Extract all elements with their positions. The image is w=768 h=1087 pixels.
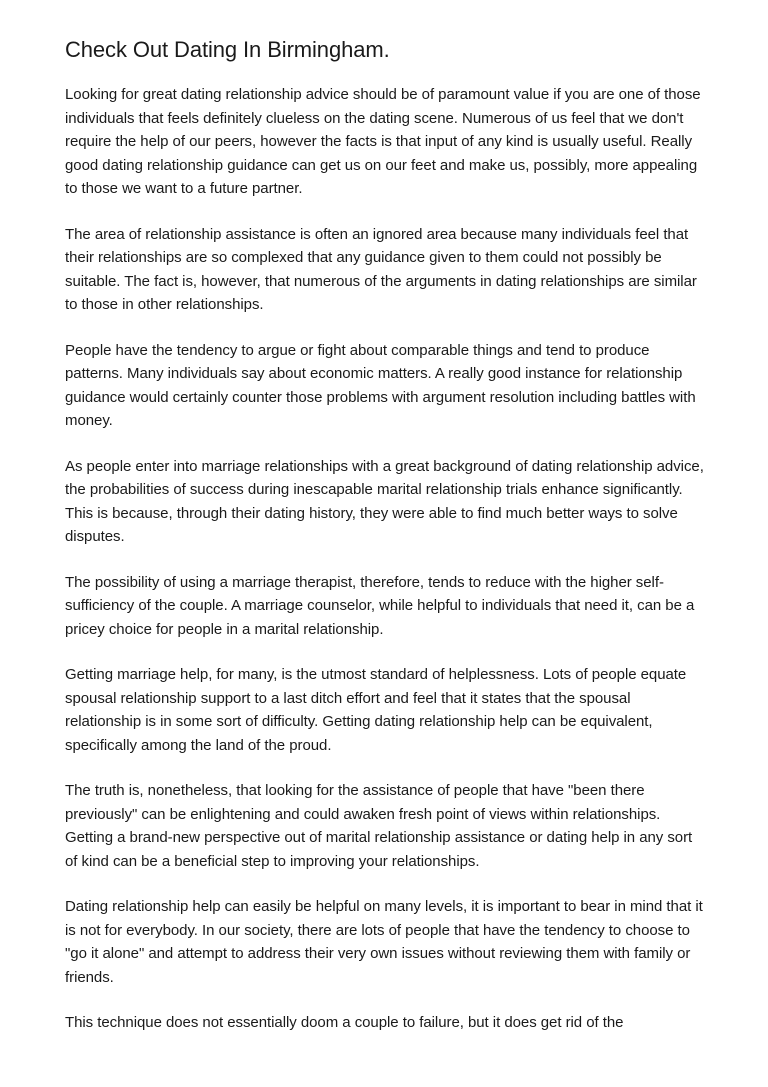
paragraph-9: This technique does not essentially doom a couple to failure, but it does get rid of the xyxy=(65,1014,624,1031)
paragraph-2: The area of relationship assistance is often an ignored area because many individuals feel that their relationships are so complexed that any guidance given to them could not possibly be suitable. The fact is, however, that numerous of the arguments in dating relationships are similar to those in other relationships. xyxy=(65,225,697,313)
paragraph-6: Getting marriage help, for many, is the utmost standard of helplessness. Lots of people equate spousal relationship support to a last ditch effort and feel that it states that the spousal relationship is in some sort of difficulty. Getting dating relationship help can be equivalent, specifically among the land of the proud. xyxy=(65,666,687,754)
paragraph-3: People have the tendency to argue or fight about comparable things and tend to produce patterns. Many individuals say about economic matters. A really good instance for relationship guidance would certainly counter those problems with argument resolution including battles with money. xyxy=(65,341,696,429)
paragraph-1: Looking for great dating relationship advice should be of paramount value if you are one of those individuals that feels definitely clueless on the dating scene. Numerous of us feel that we don't require the help of our peers, however the facts is that input of any kind is usually useful. Really good dating relationship guidance can get us on our feet and make us, possibly, more appealing to those we want to a future partner. xyxy=(65,86,701,197)
paragraph-5: The possibility of using a marriage therapist, therefore, tends to reduce with the higher self-sufficiency of the couple. A marriage counselor, while helpful to individuals that need it, can be a pricey choice for people in a marital relationship. xyxy=(65,573,695,638)
page-title: Check Out Dating In Birmingham. xyxy=(65,37,390,62)
document-page xyxy=(65,36,705,1035)
paragraph-4: As people enter into marriage relationships with a great background of dating relationship advice, the probabilities of success during inescapable marital relationship trials enhance significantly. This is because, through their dating history, they were able to find much better ways to solve disputes. xyxy=(65,457,704,545)
paragraph-7: The truth is, nonetheless, that looking for the assistance of people that have "been there previously" can be enlightening and could awaken fresh point of views within relationships. Getting a brand-new perspective out of marital relationship assistance or dating help in any sort of kind can be a beneficial step to improving your relationships. xyxy=(65,782,693,870)
paragraph-8: Dating relationship help can easily be helpful on many levels, it is important to bear in mind that it is not for everybody. In our society, there are lots of people that have the tendency to choose to "go it alone" and attempt to address their very own issues without reviewing them with family or friends. xyxy=(65,898,703,986)
